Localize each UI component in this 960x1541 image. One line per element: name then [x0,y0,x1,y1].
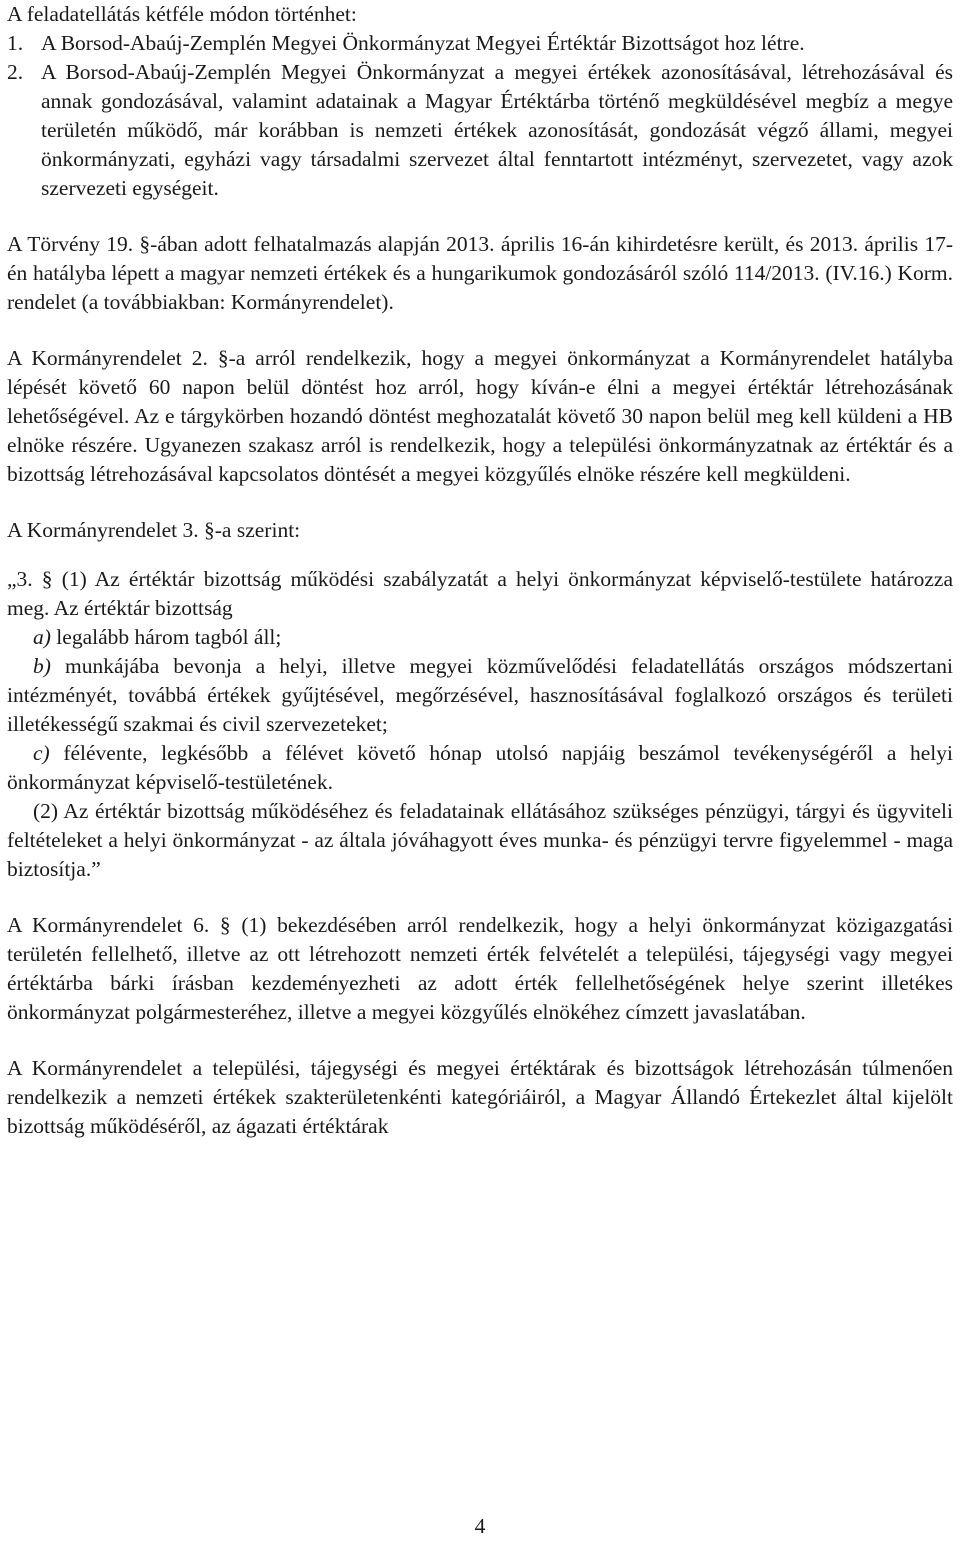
page-number: 4 [474,1514,486,1538]
quote-point-a [7,623,953,652]
list-item-number: 1. [7,31,24,55]
list-item-text: A Borsod-Abaúj-Zemplén Megyei Önkormányzat Megyei Értéktár Bizottságot hoz létre. [41,31,805,55]
legal-quote [7,565,953,884]
quote-point-b-label: b) [33,654,51,678]
paragraph-kormanyrendelet-6: A Kormányrendelet 6. § (1) bekezdésében arról rendelkezik, hogy a helyi önkormányzat közigazgatási területén fellelhető, illetve az ott létrehozott nemzeti érték felvételét a települési, tájegységi vagy megyei értéktárba bárki írásban kezdeményezheti az adott érték fellelhetőségének helye szerint illetékes önkormányzat polgármesteréhez, illetve a megyei közgyűlés elnökéhez címzett javaslatában. [7,913,953,1024]
list-item-text: A Borsod-Abaúj-Zemplén Megyei Önkormányzat a megyei értékek azonosításával, létrehozásával és annak gondozásával, valamint adatainak a Magyar Értéktárba történő megküldésével megbíz a megye területén működő, már korábban is nemzeti értékek azonosítását, gondozását végző állami, megyei önkormányzati, egyházi vagy társadalmi szervezet által fenntartott intézményt, szervezetet, vagy azok szervezeti egységeit. [41,60,953,200]
list-item [7,29,953,58]
option-list [7,29,953,203]
paragraph-kormanyrendelet-2: A Kormányrendelet 2. §-a arról rendelkezik, hogy a megyei önkormányzat a Kormányrendelet hatályba lépését követő 60 napon belül döntést hoz arról, hogy kíván-e élni a megyei értéktár létrehozásának lehetőségével. Az e tárgykörben hozandó döntést meghozatalát követő 30 napon belül meg kell küldeni a HB elnöke részére. Ugyanezen szakasz arról is rendelkezik, hogy a települési önkormányzatnak az értéktár és a bizottság létrehozásával kapcsolatos döntését a megyei közgyűlés elnöke részére kell megküldeni. [7,346,953,486]
quote-point-c-text: félévente, legkésőbb a félévet követő hónap utolsó napjáig beszámol tevékenységéről a helyi önkormányzat képviselő-testületének. [7,741,953,794]
paragraph-last: A Kormányrendelet a települési, tájegységi és megyei értéktárak és bizottságok létrehozásán túlmenően rendelkezik a nemzeti értékek szakterületenkénti kategóriáiról, a Magyar Állandó Értekezlet által kijelölt bizottság működéséről, az ágazati értéktárak [7,1056,953,1138]
quote-first-line: „3. § (1) Az értéktár bizottság működési szabályzatát a helyi önkormányzat képviselő-testülete határozza meg. Az értéktár bizottság [7,567,953,620]
quote-point-b-text: munkájába bevonja a helyi, illetve megyei közművelődési feladatellátás országos módszertani intézményét, továbbá értékek gyűjtésével, megőrzésével, hasznosításával foglalkozó országos és területi illetékességű szakmai és civil szervezeteket; [7,654,953,736]
quote-point-c [7,739,953,797]
quote-point-c-label: c) [33,741,50,765]
paragraph-torveny: A Törvény 19. §-ában adott felhatalmazás alapján 2013. április 16-án kihirdetésre került, és 2013. április 17-én hatályba lépett a magyar nemzeti értékek és a hungarikumok gondozásáról szóló 114/2013. (IV.16.) Korm. rendelet (a továbbiakban: Kormányrendelet). [7,232,953,314]
list-item [7,58,953,203]
quote-paragraph-2: (2) Az értéktár bizottság működéséhez és feladatainak ellátásához szükséges pénzügyi, tárgyi és ügyviteli feltételeket a helyi önkormányzat - az általa jóváhagyott éves munka- és pénzügyi tervre figyelemmel - maga biztosítja.” [7,799,953,881]
paragraph-kormanyrendelet-3-intro: A Kormányrendelet 3. §-a szerint: [7,518,301,542]
quote-point-a-text: legalább három tagból áll; [50,625,282,649]
document-page [7,0,953,1141]
quote-point-b [7,652,953,739]
quote-point-a-label: a) [33,625,51,649]
list-item-number: 2. [7,60,24,84]
intro-text: A feladatellátás kétféle módon történhet: [7,2,357,26]
